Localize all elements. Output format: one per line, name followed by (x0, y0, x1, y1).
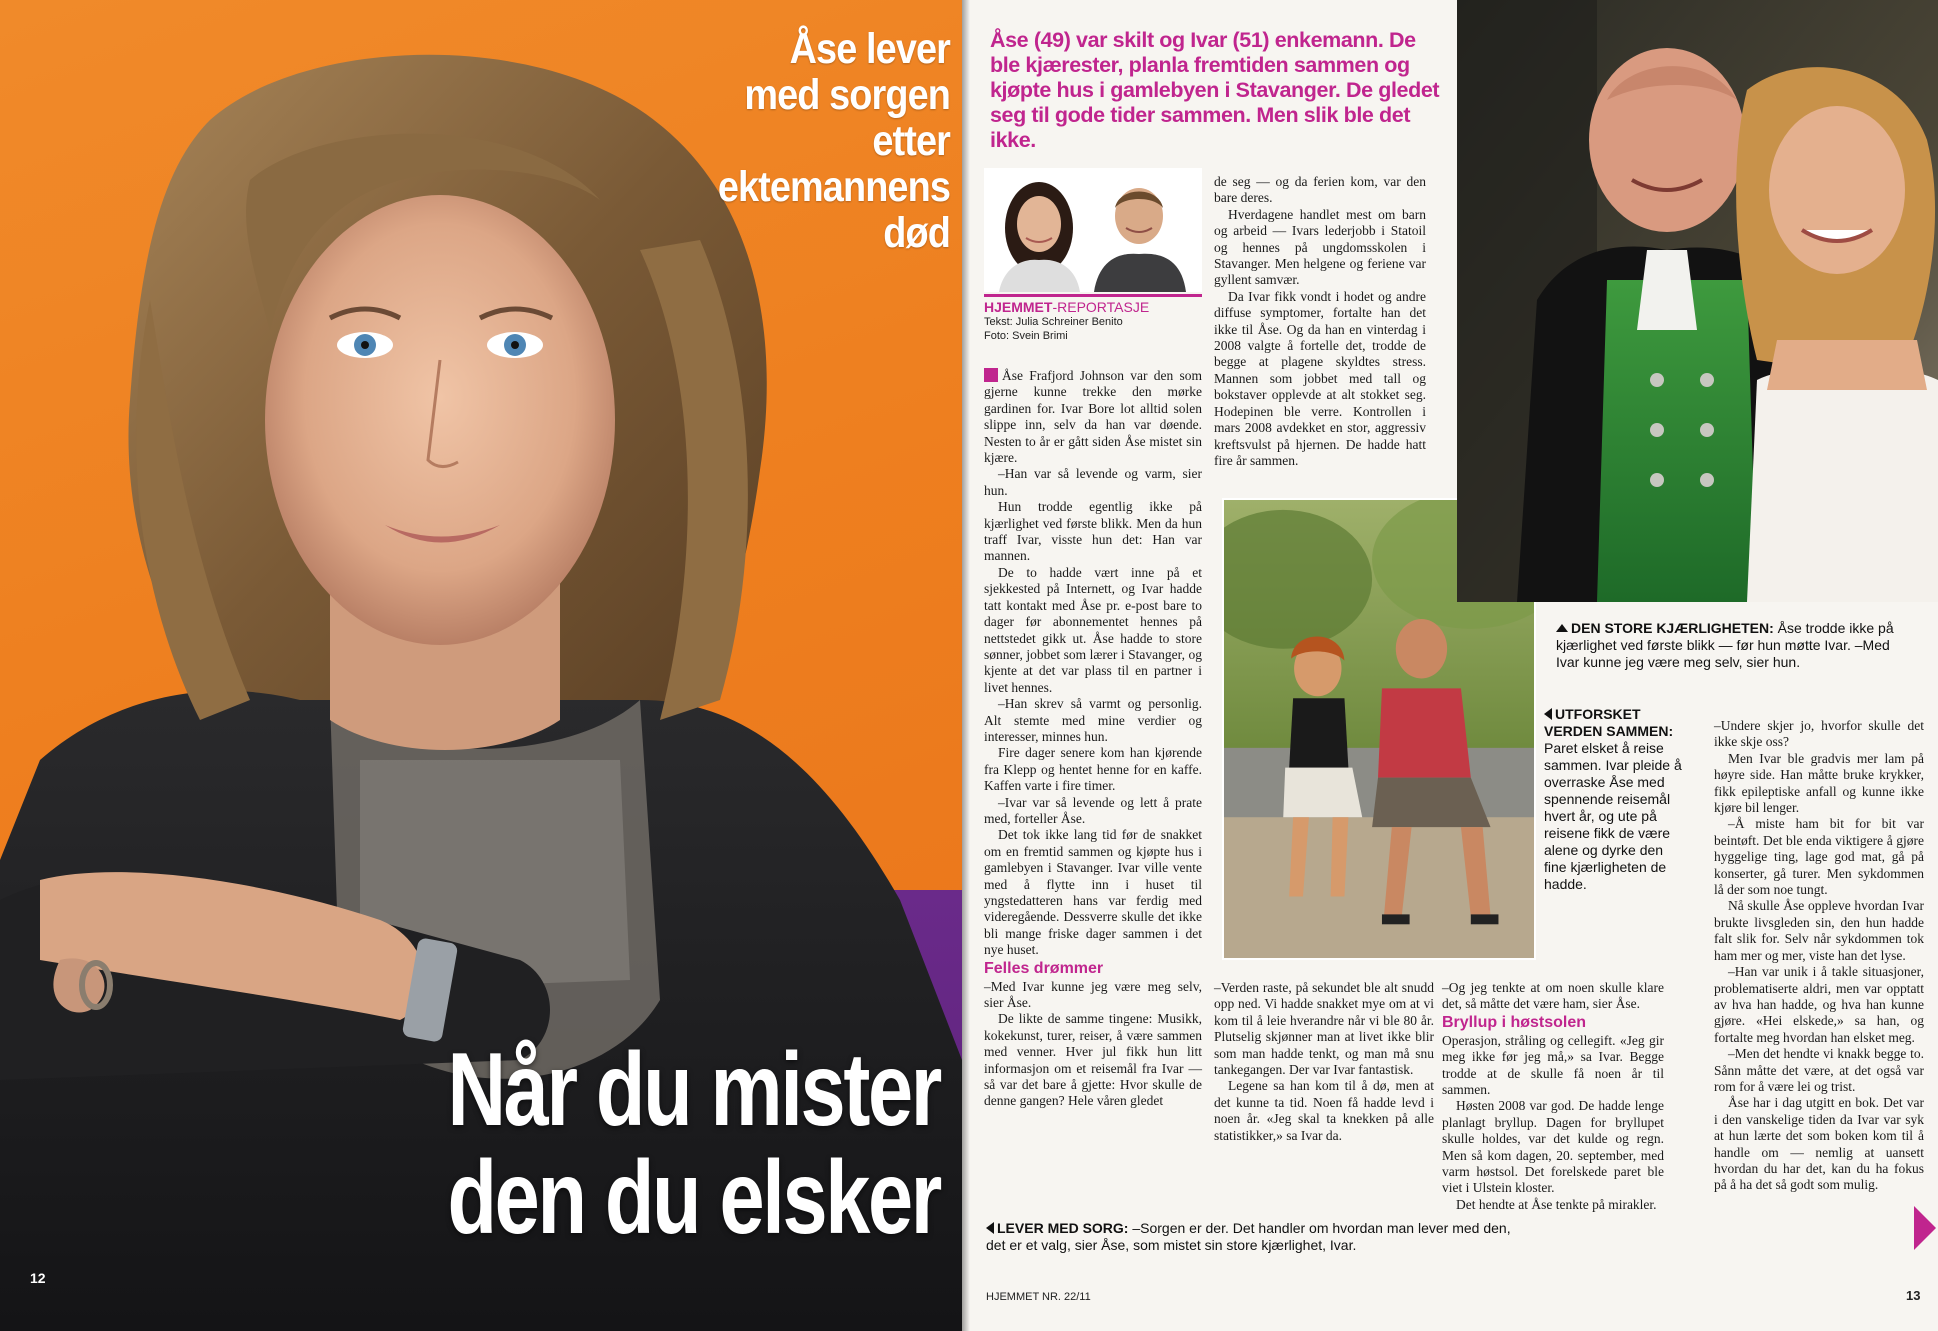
body-paragraph: De to hadde vært inne på et sjekkested på Internett, og Ivar hadde tatt kontakt med Åse pr. e-post bare to dager før abonnementet hennes på nettstedet gikk ut. Åse hadde to store sønner, jobbet som lærer i Stavanger, og kjente at det var plass til en partner i livet hennes. (984, 564, 1202, 695)
caption-text: Paret elsket å reise sammen. Ivar pleide å overraske Åse med spennende reisemål hvert år, og ute på reisene fikk de være alene og dyrke den fine kjærligheten de hadde. (1544, 740, 1682, 892)
byline-box (984, 168, 1202, 343)
headline-top-line: død (883, 209, 950, 257)
byline-brand: HJEMMET (984, 299, 1053, 315)
caption-pointer-icon (1556, 624, 1568, 632)
body-paragraph: –Han skrev så varmt og personlig. Alt stemte med mine verdier og interesser, minnes hun. (984, 696, 1202, 744)
caption-text: –Sorgen er der. Det handler om hvordan man lever med den, det er et valg, sier Åse, som mistet sin store kjærlighet, Ivar. (986, 1220, 1511, 1253)
right-page (962, 0, 1938, 1331)
body-paragraph: –Og jeg tenkte at om noen skulle klare det, så måtte det være ham, sier Åse. (1442, 980, 1664, 1012)
headline-main (347, 1032, 940, 1256)
caption-title: UTFORSKET VERDEN SAMMEN: (1544, 706, 1674, 739)
body-paragraph (984, 368, 1202, 466)
body-paragraph: Åse har i dag utgitt en bok. Det var i den vanskelige tiden da Ivar var syk at hun lærte det som boken kom til å handle om — nemlig at uansett hvordan du har det, kan du ha fokus på å ha det så godt som mulig. (1714, 1095, 1924, 1193)
body-paragraph: –Å miste ham bit for bit var beintøft. Det ble enda viktigere å gjøre hyggelige ting, lage god mat, gå på konserter, gå turer. Men sykdommen lå der som noe tungt. (1714, 816, 1924, 898)
headline-top-line: ektemannens (717, 163, 950, 211)
body-column-4 (1714, 718, 1924, 1194)
next-page-arrow-icon (1914, 1206, 1936, 1250)
headline-main-line: Når du mister (447, 1032, 940, 1148)
footer-issue: HJEMMET NR. 22/11 (986, 1291, 1091, 1303)
headline-top-line: Åse lever (789, 25, 950, 73)
body-paragraph: Operasjon, stråling og cellegift. «Jeg gir meg ikke før jeg må,» sa Ivar. Begge trodde at de skulle få noen år til sammen. (1442, 1032, 1664, 1098)
photo-credit: Foto: Svein Brimi (984, 330, 1068, 342)
caption-lever-med-sorg (986, 1220, 1516, 1254)
byline-label-rest: -REPORTASJE (1052, 299, 1150, 315)
body-column-3-lower (1442, 980, 1664, 1213)
byline-label (984, 294, 1202, 315)
body-paragraph: Høsten 2008 var god. De hadde lenge planlagt bryllup. Dagen for bryllupet skulle holdes, var det kulde og regn. Men så kom dagen, 20. september, med varm høstsol. Det forelskede paret ble viet i Ulstein kloster. (1442, 1098, 1664, 1196)
body-column-2 (1214, 174, 1426, 469)
headline-top (695, 26, 950, 256)
caption-title: DEN STORE KJÆRLIGHETEN: (1571, 620, 1774, 636)
page-number-right: 13 (1906, 1288, 1921, 1303)
headline-top-line: med sorgen (744, 71, 950, 119)
left-page (0, 0, 962, 1331)
body-paragraph: –Han var unik i å takle situasjoner, problematiserte aldri, men var opptatt av hva han hadde, og hva han kunne gjøre. «Hei elskede,» sa han, og fortalte meg hvordan han elsket meg. (1714, 964, 1924, 1045)
page-number-left: 12 (30, 1270, 46, 1286)
body-paragraph: Hun trodde egentlig ikke på kjærlighet ved første blikk. Men da hun traff Ivar, visste hun det: Han var mannen. (984, 499, 1202, 564)
body-paragraph: Da Ivar fikk vondt i hodet og andre diffuse symptomer, fortalte han det ikke til Åse. Og da han en vinterdag i 2008 valgte å fortelle det, trodde de begge at plagene skyldtes stress. Mannen som jobbet med tall og bokstaver opplevde at alt stokket seg. Hodepinen ble verre. Kontrollen i mars 2008 avdekket en stor, aggressiv kreftsvulst på hjernen. De hadde hatt fire år sammen. (1214, 288, 1426, 468)
body-paragraph: de seg — og da ferien kom, var den bare deres. (1214, 174, 1426, 206)
body-paragraph: Men Ivar ble gradvis mer lam på høyre side. Han måtte bruke krykker, fikk epileptiske anfall og kunne ikke kjøre bil lenger. (1714, 750, 1924, 816)
body-paragraph: Det tok ikke lang tid før de snakket om en fremtid sammen og kjøpte hus i gamlebyen i Stavanger. Ivar ville vente med å flytte inn i huset til yngstedatteren hans var ferdig med videregående. Dessverre skulle det ikke bli mange friske dager sammen i det nye huset. (984, 827, 1202, 958)
photo-wedding-couple (1457, 0, 1938, 602)
body-paragraph: –Ivar var så levende og lett å prate med, forteller Åse. (984, 794, 1202, 826)
lead-paragraph: Åse (49) var skilt og Ivar (51) enkemann. De ble kjærester, planla fremtiden sammen og kjøpte hus i gamlebyen i Stavanger. De gledet seg til gode tider sammen. Men slik ble det ikke. (990, 28, 1440, 152)
headline-top-line: etter (872, 117, 950, 165)
journalist-photos (984, 168, 1202, 292)
caption-text: Åse trodde ikke på kjærlighet ved første blikk — før hun møtte Ivar. –Med Ivar kunne jeg være meg selv, sier hun. (1556, 620, 1894, 670)
body-paragraph: Legene sa han kom til å dø, men at det kunne ta tid. Noen få hadde levd i noen år. «Jeg skal ta knekken på alle statistikker,» sa Ivar da. (1214, 1078, 1434, 1143)
caption-pointer-icon (986, 1222, 994, 1234)
body-paragraph-text: Åse Frafjord Johnson var den som gjerne kunne trekke den mørke gardinen for. Ivar Bore lot alltid solen slippe inn, selv da han var døende. Nesten to år er gått siden Åse mistet sin kjære. (984, 368, 1202, 466)
body-paragraph: –Han var så levende og varm, sier hun. (984, 466, 1202, 498)
body-paragraph: Nå skulle Åse oppleve hvordan Ivar brukte livsgleden sin, den hun hadde falt slik for. Selv når sykdommen tok ham mer og mer, viste han det lyse. (1714, 898, 1924, 963)
text-credit: Tekst: Julia Schreiner Benito (984, 316, 1123, 328)
body-paragraph: Det hendte at Åse tenkte på mirakler. (1456, 1196, 1657, 1212)
caption-pointer-icon (1544, 708, 1552, 720)
caption-utforsket-verden (1544, 706, 1684, 893)
headline-main-line: den du elsker (447, 1140, 940, 1256)
body-paragraph: Hverdagene handlet mest om barn og arbeid — Ivars lederjobb i Statoil og hennes på ungdomsskolen i Stavanger. Men helgene og feriene var gyllent samvær. (1214, 206, 1426, 288)
body-paragraph: De likte de samme tingene: Musikk, kokekunst, turer, reiser, å være sammen med venner. Hver jul fikk hun litt informasjon om et reisemål fra Ivar — så var det bare å gjette: Hvor skulle de denne gangen? Hele våren gledet (984, 1011, 1202, 1109)
body-paragraph: Fire dager senere kom han kjørende fra Klepp og hentet henne for en kaffe. Kaffen varte i fire timer. (984, 745, 1202, 794)
caption-title: LEVER MED SORG: (997, 1220, 1129, 1236)
paragraph-marker (984, 368, 998, 382)
subhead-bryllup: Bryllup i høstsolen (1442, 1013, 1587, 1031)
body-column-2-lower (1214, 980, 1434, 1144)
body-paragraph: –Verden raste, på sekundet ble alt snudd opp ned. Vi hadde snakket mye om at vi kom til å leie hverandre når vi ble 80 år. Plutselig skjønner man at livet ikke blir som man hadde tenkt, og man må snu tankegangen. Der var Ivar fantastisk. (1214, 980, 1434, 1078)
spread-gutter (962, 0, 970, 1331)
body-paragraph: –Med Ivar kunne jeg være meg selv, sier Åse. (984, 978, 1202, 1011)
body-paragraph: –Undere skjer jo, hvorfor skulle det ikke skje oss? (1714, 718, 1924, 750)
body-column-1 (984, 368, 1202, 1110)
body-paragraph: –Men det hendte vi knakk begge to. Sånn måtte det være, at det også var rom for å være lei og trist. (1714, 1046, 1924, 1094)
caption-den-store-kjaerligheten (1556, 620, 1896, 671)
subhead-felles-drommer: Felles drømmer (984, 959, 1104, 977)
